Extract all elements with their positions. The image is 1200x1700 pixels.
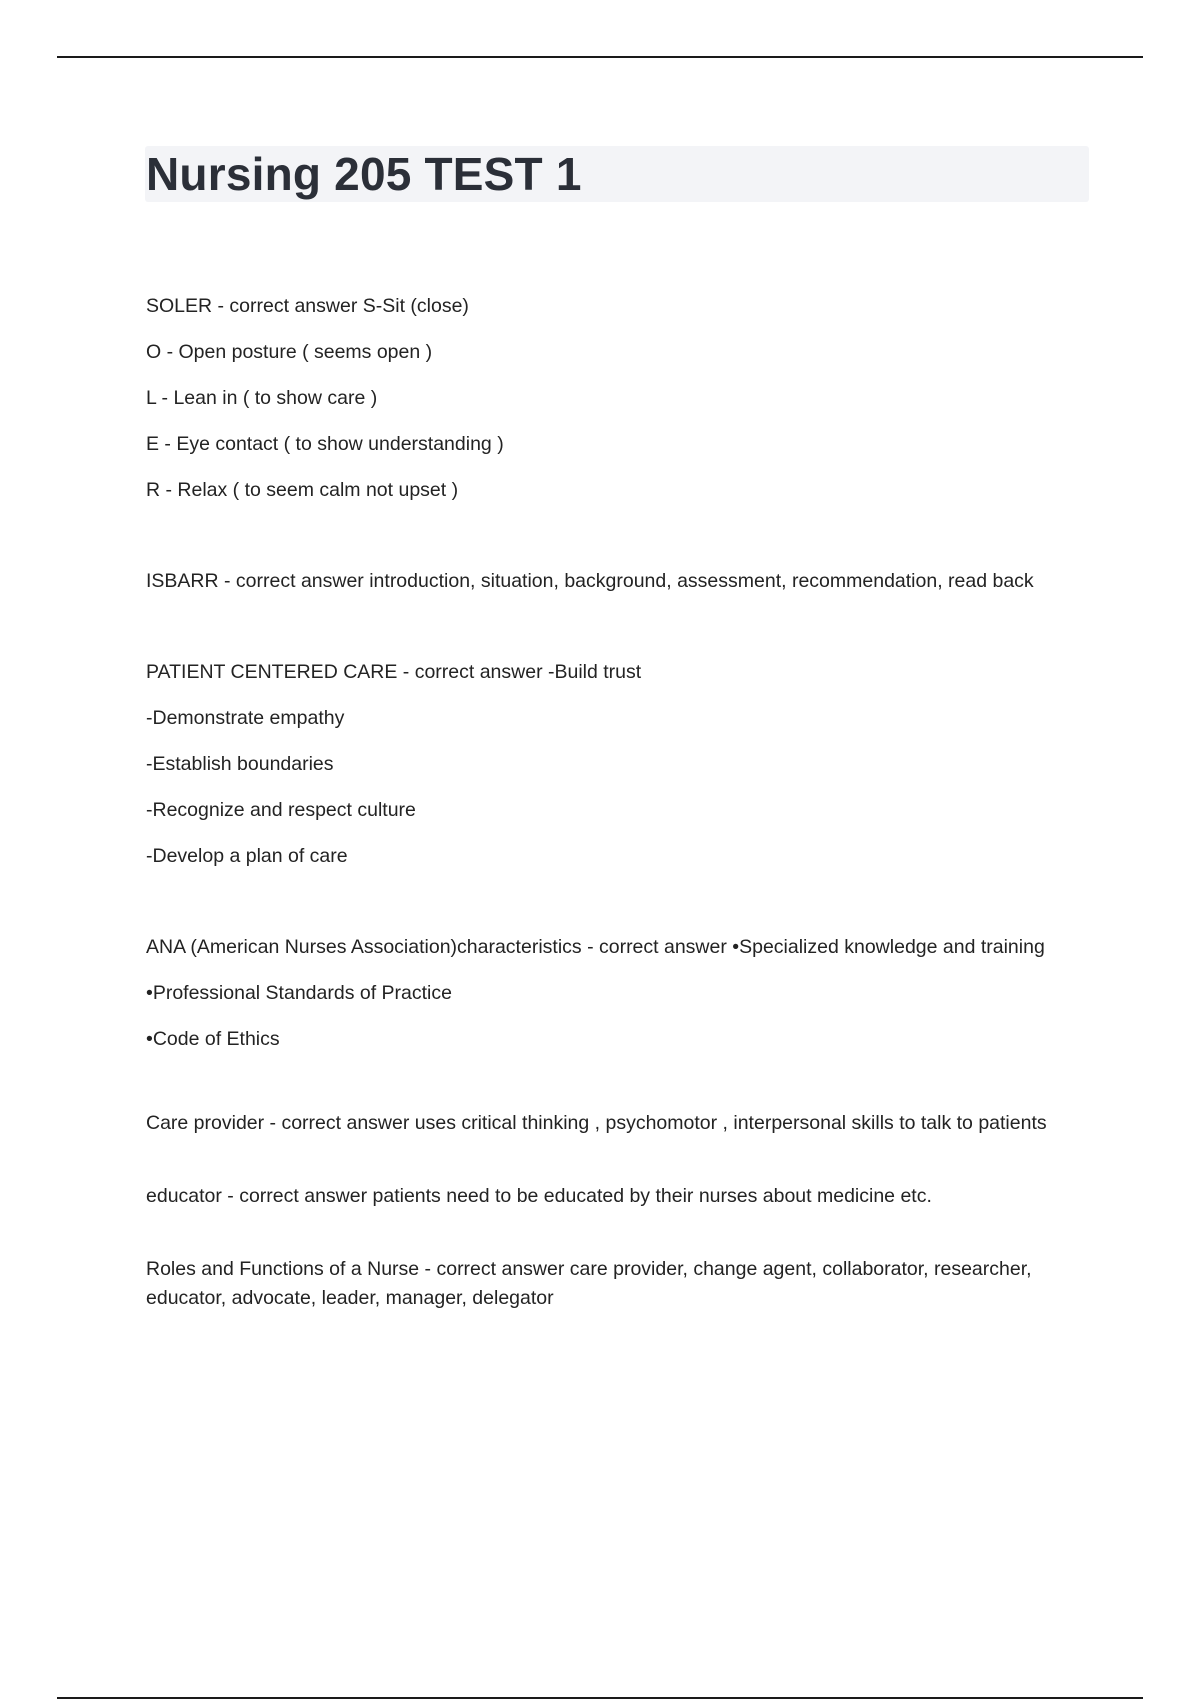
- top-rule: [57, 56, 1143, 58]
- soler-card: [146, 290, 1096, 520]
- spacer: [146, 886, 1096, 931]
- soler-line-e: E - Eye contact ( to show understanding ): [146, 433, 504, 455]
- document-body: [146, 290, 1096, 1313]
- roles-functions-card: [146, 1255, 1096, 1313]
- ana-term-line: ANA (American Nurses Association)characteristics - correct answer •Specialized knowledge and training: [146, 936, 1045, 958]
- pcc-item: -Demonstrate empathy: [146, 707, 345, 729]
- pcc-item: -Establish boundaries: [146, 753, 334, 775]
- educator-text: educator - correct answer patients need to be educated by their nurses about medicine etc.: [146, 1185, 932, 1207]
- care-provider-card: [146, 1109, 1096, 1138]
- pcc-item: -Recognize and respect culture: [146, 799, 416, 821]
- bottom-rule: [57, 1697, 1143, 1699]
- spacer: [146, 611, 1096, 656]
- spacer: [146, 1211, 1096, 1255]
- spacer: [146, 1069, 1096, 1109]
- ana-card: [146, 931, 1096, 1069]
- soler-line-r: R - Relax ( to seem calm not upset ): [146, 479, 459, 501]
- ana-item: •Code of Ethics: [146, 1028, 280, 1050]
- soler-line-l: L - Lean in ( to show care ): [146, 387, 378, 409]
- roles-functions-text: Roles and Functions of a Nurse - correct answer care provider, change agent, collaborator, researcher, educator, advocate, leader, manager, delegator: [146, 1258, 1032, 1309]
- pcc-item: -Develop a plan of care: [146, 845, 348, 867]
- care-provider-text: Care provider - correct answer uses critical thinking , psychomotor , interpersonal skills to talk to patients: [146, 1112, 1047, 1134]
- spacer: [146, 520, 1096, 565]
- ana-item: •Professional Standards of Practice: [146, 982, 452, 1004]
- isbarr-card: [146, 565, 1096, 611]
- soler-line-o: O - Open posture ( seems open ): [146, 341, 433, 363]
- soler-term-line: SOLER - correct answer S-Sit (close): [146, 295, 469, 317]
- educator-card: [146, 1182, 1096, 1211]
- spacer: [146, 1138, 1096, 1182]
- pcc-term-line: PATIENT CENTERED CARE - correct answer -Build trust: [146, 661, 642, 683]
- document-title: Nursing 205 TEST 1: [146, 148, 582, 200]
- patient-centered-care-card: [146, 656, 1096, 886]
- isbarr-term-line: ISBARR - correct answer introduction, situation, background, assessment, recommendation, read back: [146, 570, 1034, 592]
